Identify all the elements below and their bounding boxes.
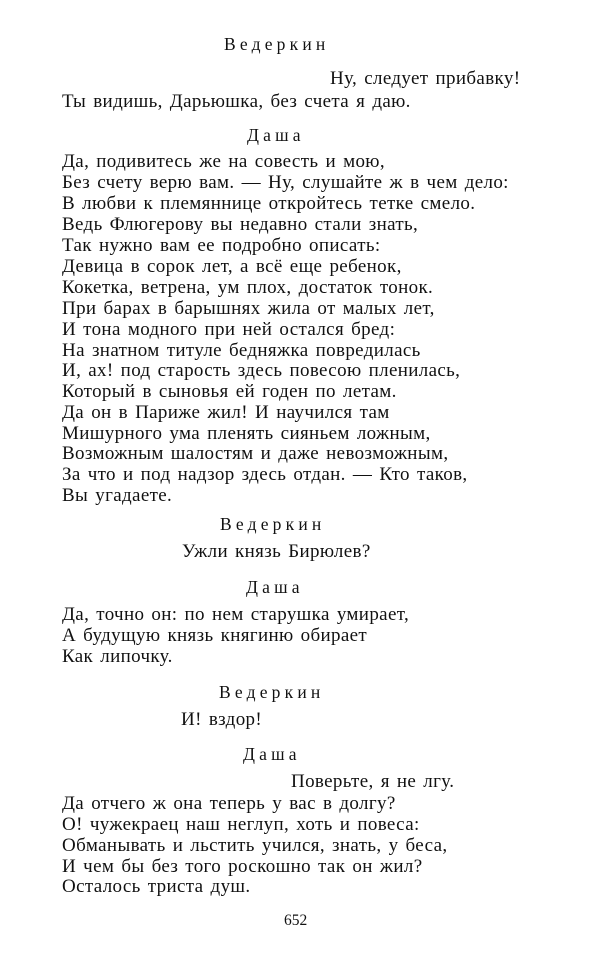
speaker-name: Ведеркин	[224, 34, 330, 54]
speaker-name: Ведеркин	[219, 682, 325, 702]
speaker-name: Ведеркин	[220, 514, 326, 534]
verse-line: Как липочку.	[62, 646, 173, 667]
verse-line: Поверьте, я не лгу.	[291, 771, 455, 792]
verse-line: Ты видишь, Дарьюшка, без счета я даю.	[62, 91, 411, 112]
speaker-name: Даша	[243, 744, 301, 764]
verse-line: Кокетка, ветрена, ум плох, достаток тонок.	[62, 277, 434, 298]
verse-line: Мишурного ума пленять сияньем ложным,	[62, 423, 431, 444]
verse-line: Девица в сорок лет, а всё еще ребенок,	[62, 256, 402, 277]
speaker-name: Даша	[247, 125, 305, 145]
verse-line: А будущую князь княгиню обирает	[62, 625, 368, 646]
verse-line: Обманывать и льстить учился, знать, у беса,	[62, 835, 448, 856]
verse-line: Осталось триста душ.	[62, 876, 251, 897]
verse-line: За что и под надзор здесь отдан. — Кто таков,	[62, 464, 468, 485]
verse-line: И чем бы без того роскошно так он жил?	[62, 856, 423, 877]
verse-line: Ну, следует прибавку!	[330, 68, 521, 89]
verse-line: И, ах! под старость здесь повесою пленилась,	[62, 360, 461, 381]
verse-line: И тона модного при ней остался бред:	[62, 319, 396, 340]
page-number: 652	[284, 912, 308, 929]
speaker-name: Даша	[246, 577, 304, 597]
verse-line: На знатном титуле бедняжка повредилась	[62, 340, 421, 361]
verse-line: Который в сыновья ей годен по летам.	[62, 381, 397, 402]
verse-line: И! вздор!	[181, 709, 263, 730]
verse-line: Без счету верю вам. — Ну, слушайте ж в чем дело:	[62, 172, 509, 193]
verse-line: О! чужекраец наш неглуп, хоть и повеса:	[62, 814, 420, 835]
verse-line: В любви к племяннице откройтесь тетке смело.	[62, 193, 476, 214]
verse-line: Возможным шалостям и даже невозможным,	[62, 443, 449, 464]
verse-line: Да отчего ж она теперь у вас в долгу?	[62, 793, 396, 814]
verse-line: Так нужно вам ее подробно описать:	[62, 235, 381, 256]
verse-line: Ведь Флюгерову вы недавно стали знать,	[62, 214, 419, 235]
verse-line: Да, точно он: по нем старушка умирает,	[62, 604, 410, 625]
verse-line: Ужли князь Бирюлев?	[182, 541, 371, 562]
verse-line: Вы угадаете.	[62, 485, 173, 506]
verse-line: Да, подивитесь же на совесть и мою,	[62, 151, 385, 172]
verse-line: При барах в барышнях жила от малых лет,	[62, 298, 435, 319]
verse-line: Да он в Париже жил! И научился там	[62, 402, 390, 423]
